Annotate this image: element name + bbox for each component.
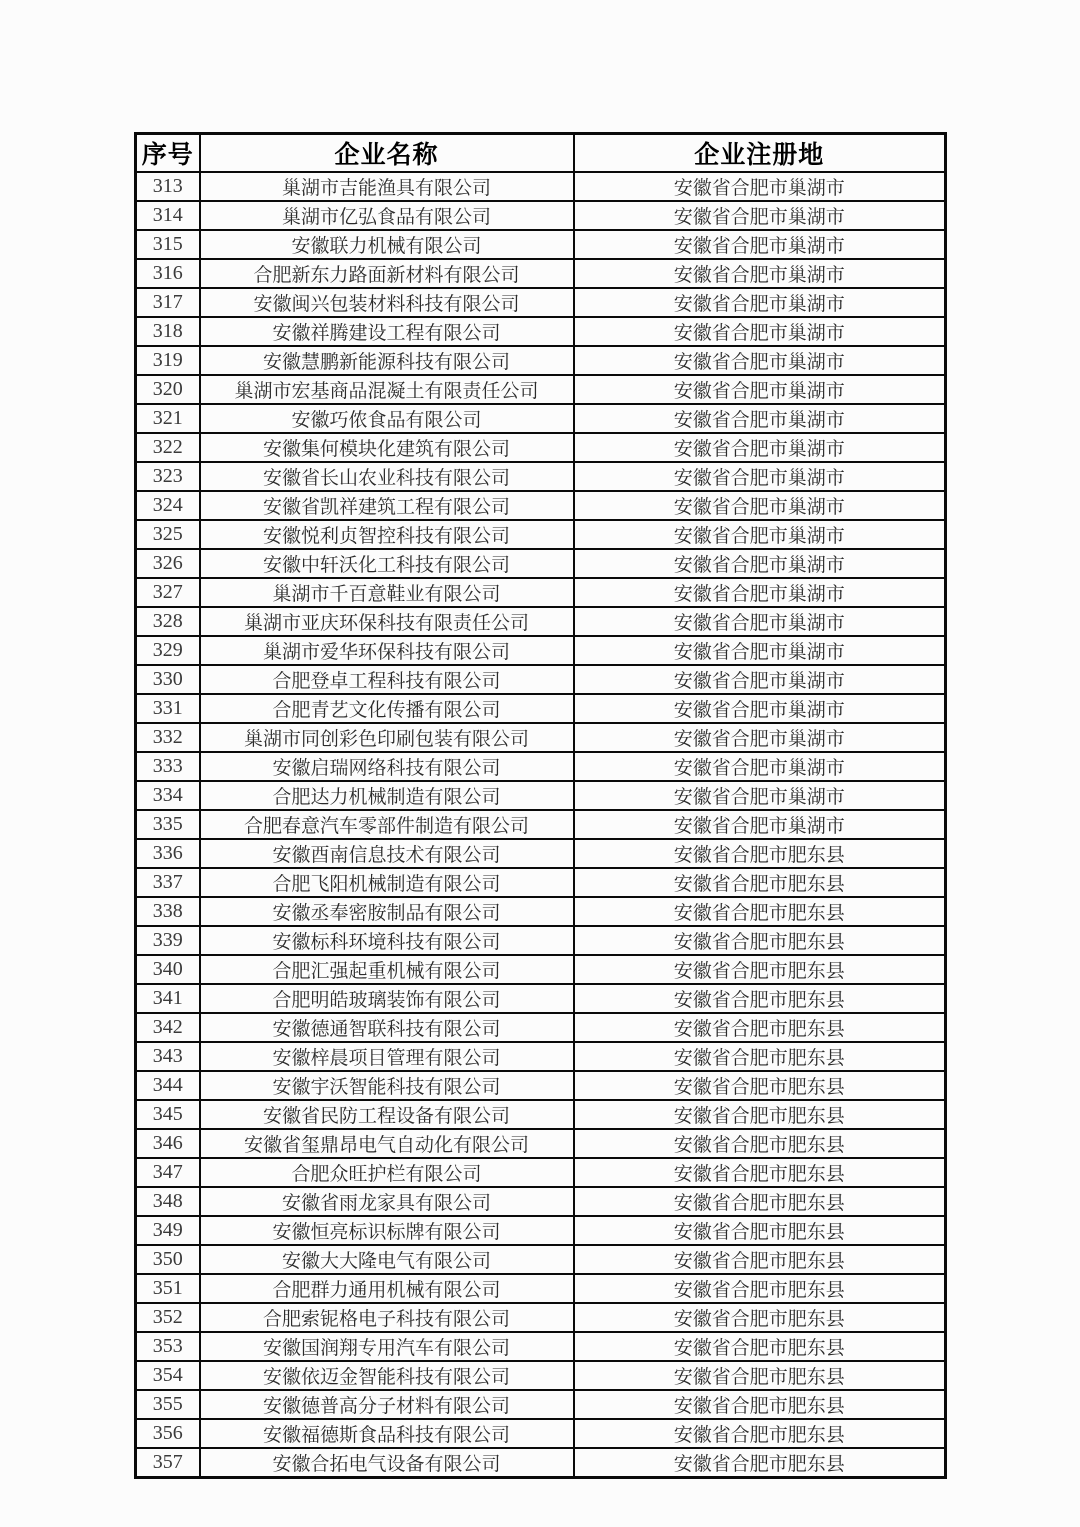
table-row (136, 1187, 946, 1216)
row-registration-place: 安徽省合肥市巢湖市 (574, 201, 946, 230)
row-registration-place: 安徽省合肥市肥东县 (574, 1419, 946, 1448)
row-registration-place: 安徽省合肥市肥东县 (574, 897, 946, 926)
row-company-name: 安徽联力机械有限公司 (200, 230, 574, 259)
row-company-name: 合肥飞阳机械制造有限公司 (200, 868, 574, 897)
row-registration-place: 安徽省合肥市巢湖市 (574, 317, 946, 346)
row-registration-place: 安徽省合肥市肥东县 (574, 1129, 946, 1158)
table-row (136, 1332, 946, 1361)
row-serial-number: 354 (136, 1361, 200, 1390)
table-row (136, 375, 946, 404)
table-row (136, 1042, 946, 1071)
table-row (136, 201, 946, 230)
row-company-name: 安徽国润翔专用汽车有限公司 (200, 1332, 574, 1361)
row-serial-number: 344 (136, 1071, 200, 1100)
row-serial-number: 328 (136, 607, 200, 636)
row-registration-place: 安徽省合肥市巢湖市 (574, 433, 946, 462)
table-row (136, 1245, 946, 1274)
table-row (136, 578, 946, 607)
row-serial-number: 336 (136, 839, 200, 868)
table-row (136, 926, 946, 955)
row-serial-number: 347 (136, 1158, 200, 1187)
table-row (136, 433, 946, 462)
row-serial-number: 353 (136, 1332, 200, 1361)
row-company-name: 安徽恒亮标识标牌有限公司 (200, 1216, 574, 1245)
row-serial-number: 319 (136, 346, 200, 375)
table-body (136, 172, 946, 1478)
row-company-name: 安徽省玺鼎昂电气自动化有限公司 (200, 1129, 574, 1158)
table-row (136, 1303, 946, 1332)
row-company-name: 安徽标科环境科技有限公司 (200, 926, 574, 955)
row-company-name: 巢湖市宏基商品混凝土有限责任公司 (200, 375, 574, 404)
company-registry-table (134, 132, 947, 1479)
row-serial-number: 315 (136, 230, 200, 259)
row-serial-number: 346 (136, 1129, 200, 1158)
row-company-name: 安徽依迈金智能科技有限公司 (200, 1361, 574, 1390)
row-registration-place: 安徽省合肥市肥东县 (574, 1332, 946, 1361)
row-serial-number: 318 (136, 317, 200, 346)
row-company-name: 安徽德普高分子材料有限公司 (200, 1390, 574, 1419)
table-row (136, 1390, 946, 1419)
row-serial-number: 337 (136, 868, 200, 897)
table-row (136, 1216, 946, 1245)
row-serial-number: 331 (136, 694, 200, 723)
row-company-name: 巢湖市亿弘食品有限公司 (200, 201, 574, 230)
row-registration-place: 安徽省合肥市肥东县 (574, 955, 946, 984)
row-company-name: 安徽梓晨项目管理有限公司 (200, 1042, 574, 1071)
table-row (136, 1419, 946, 1448)
row-company-name: 巢湖市同创彩色印刷包装有限公司 (200, 723, 574, 752)
row-registration-place: 安徽省合肥市巢湖市 (574, 781, 946, 810)
table-row (136, 1071, 946, 1100)
row-company-name: 安徽福德斯食品科技有限公司 (200, 1419, 574, 1448)
row-serial-number: 357 (136, 1448, 200, 1478)
row-company-name: 合肥明皓玻璃装饰有限公司 (200, 984, 574, 1013)
row-serial-number: 342 (136, 1013, 200, 1042)
row-registration-place: 安徽省合肥市巢湖市 (574, 636, 946, 665)
row-company-name: 安徽省长山农业科技有限公司 (200, 462, 574, 491)
row-registration-place: 安徽省合肥市肥东县 (574, 1158, 946, 1187)
row-serial-number: 329 (136, 636, 200, 665)
row-registration-place: 安徽省合肥市巢湖市 (574, 462, 946, 491)
row-company-name: 安徽中轩沃化工科技有限公司 (200, 549, 574, 578)
row-company-name: 合肥登卓工程科技有限公司 (200, 665, 574, 694)
table-row (136, 491, 946, 520)
row-registration-place: 安徽省合肥市巢湖市 (574, 172, 946, 201)
row-registration-place: 安徽省合肥市肥东县 (574, 1071, 946, 1100)
row-company-name: 安徽巧侬食品有限公司 (200, 404, 574, 433)
row-serial-number: 317 (136, 288, 200, 317)
row-serial-number: 332 (136, 723, 200, 752)
row-serial-number: 349 (136, 1216, 200, 1245)
table-row (136, 868, 946, 897)
table-row (136, 259, 946, 288)
row-company-name: 合肥众旺护栏有限公司 (200, 1158, 574, 1187)
row-serial-number: 351 (136, 1274, 200, 1303)
row-company-name: 安徽省民防工程设备有限公司 (200, 1100, 574, 1129)
row-company-name: 安徽大大隆电气有限公司 (200, 1245, 574, 1274)
table-row (136, 781, 946, 810)
row-serial-number: 325 (136, 520, 200, 549)
table-row (136, 810, 946, 839)
row-registration-place: 安徽省合肥市巢湖市 (574, 723, 946, 752)
table-row (136, 1274, 946, 1303)
row-serial-number: 320 (136, 375, 200, 404)
row-company-name: 安徽启瑞网络科技有限公司 (200, 752, 574, 781)
table-row (136, 1448, 946, 1478)
row-registration-place: 安徽省合肥市肥东县 (574, 1245, 946, 1274)
row-serial-number: 345 (136, 1100, 200, 1129)
row-registration-place: 安徽省合肥市肥东县 (574, 1361, 946, 1390)
table-row (136, 636, 946, 665)
row-registration-place: 安徽省合肥市巢湖市 (574, 491, 946, 520)
row-registration-place: 安徽省合肥市巢湖市 (574, 375, 946, 404)
row-serial-number: 321 (136, 404, 200, 433)
row-serial-number: 326 (136, 549, 200, 578)
table-row (136, 520, 946, 549)
row-company-name: 合肥青艺文化传播有限公司 (200, 694, 574, 723)
header-registration-place: 企业注册地 (574, 134, 946, 173)
row-serial-number: 333 (136, 752, 200, 781)
row-company-name: 巢湖市千百意鞋业有限公司 (200, 578, 574, 607)
row-registration-place: 安徽省合肥市巢湖市 (574, 230, 946, 259)
row-registration-place: 安徽省合肥市肥东县 (574, 1390, 946, 1419)
row-registration-place: 安徽省合肥市巢湖市 (574, 694, 946, 723)
table-row (136, 1158, 946, 1187)
row-registration-place: 安徽省合肥市肥东县 (574, 1187, 946, 1216)
row-registration-place: 安徽省合肥市巢湖市 (574, 578, 946, 607)
row-registration-place: 安徽省合肥市巢湖市 (574, 346, 946, 375)
row-registration-place: 安徽省合肥市巢湖市 (574, 549, 946, 578)
row-company-name: 安徽闽兴包装材料科技有限公司 (200, 288, 574, 317)
row-serial-number: 335 (136, 810, 200, 839)
row-company-name: 合肥索铌格电子科技有限公司 (200, 1303, 574, 1332)
row-serial-number: 324 (136, 491, 200, 520)
row-registration-place: 安徽省合肥市巢湖市 (574, 520, 946, 549)
row-company-name: 巢湖市爱华环保科技有限公司 (200, 636, 574, 665)
row-registration-place: 安徽省合肥市巢湖市 (574, 665, 946, 694)
row-serial-number: 356 (136, 1419, 200, 1448)
row-registration-place: 安徽省合肥市肥东县 (574, 984, 946, 1013)
table-row (136, 665, 946, 694)
row-company-name: 合肥新东力路面新材料有限公司 (200, 259, 574, 288)
row-serial-number: 327 (136, 578, 200, 607)
row-serial-number: 348 (136, 1187, 200, 1216)
row-registration-place: 安徽省合肥市肥东县 (574, 839, 946, 868)
row-serial-number: 352 (136, 1303, 200, 1332)
row-serial-number: 355 (136, 1390, 200, 1419)
table-row (136, 317, 946, 346)
row-serial-number: 340 (136, 955, 200, 984)
row-company-name: 安徽慧鹏新能源科技有限公司 (200, 346, 574, 375)
header-company-name: 企业名称 (200, 134, 574, 173)
row-company-name: 安徽集何模块化建筑有限公司 (200, 433, 574, 462)
table-row (136, 897, 946, 926)
row-registration-place: 安徽省合肥市肥东县 (574, 868, 946, 897)
row-serial-number: 341 (136, 984, 200, 1013)
row-registration-place: 安徽省合肥市肥东县 (574, 926, 946, 955)
row-company-name: 合肥汇强起重机械有限公司 (200, 955, 574, 984)
row-registration-place: 安徽省合肥市巢湖市 (574, 288, 946, 317)
row-serial-number: 339 (136, 926, 200, 955)
row-serial-number: 314 (136, 201, 200, 230)
row-company-name: 合肥春意汽车零部件制造有限公司 (200, 810, 574, 839)
row-company-name: 安徽省凯祥建筑工程有限公司 (200, 491, 574, 520)
row-company-name: 巢湖市亚庆环保科技有限责任公司 (200, 607, 574, 636)
row-serial-number: 323 (136, 462, 200, 491)
row-serial-number: 350 (136, 1245, 200, 1274)
table-row (136, 1361, 946, 1390)
row-company-name: 安徽祥腾建设工程有限公司 (200, 317, 574, 346)
table-row (136, 694, 946, 723)
row-registration-place: 安徽省合肥市肥东县 (574, 1303, 946, 1332)
row-registration-place: 安徽省合肥市巢湖市 (574, 404, 946, 433)
row-registration-place: 安徽省合肥市巢湖市 (574, 810, 946, 839)
table-row (136, 172, 946, 201)
row-company-name: 安徽酉南信息技术有限公司 (200, 839, 574, 868)
row-serial-number: 343 (136, 1042, 200, 1071)
row-registration-place: 安徽省合肥市肥东县 (574, 1042, 946, 1071)
table-row (136, 346, 946, 375)
row-company-name: 合肥群力通用机械有限公司 (200, 1274, 574, 1303)
row-serial-number: 322 (136, 433, 200, 462)
header-serial-number: 序号 (136, 134, 200, 173)
row-serial-number: 330 (136, 665, 200, 694)
row-serial-number: 334 (136, 781, 200, 810)
row-registration-place: 安徽省合肥市肥东县 (574, 1100, 946, 1129)
table-row (136, 404, 946, 433)
table-row (136, 462, 946, 491)
row-registration-place: 安徽省合肥市巢湖市 (574, 259, 946, 288)
row-company-name: 安徽省雨龙家具有限公司 (200, 1187, 574, 1216)
table-row (136, 752, 946, 781)
row-company-name: 安徽德通智联科技有限公司 (200, 1013, 574, 1042)
row-company-name: 安徽丞奉密胺制品有限公司 (200, 897, 574, 926)
row-registration-place: 安徽省合肥市巢湖市 (574, 607, 946, 636)
table-row (136, 230, 946, 259)
row-company-name: 巢湖市吉能渔具有限公司 (200, 172, 574, 201)
table-row (136, 1129, 946, 1158)
table-row (136, 839, 946, 868)
table-row (136, 723, 946, 752)
row-serial-number: 338 (136, 897, 200, 926)
table-row (136, 955, 946, 984)
table-row (136, 1100, 946, 1129)
row-registration-place: 安徽省合肥市肥东县 (574, 1274, 946, 1303)
table-row (136, 549, 946, 578)
table-row (136, 607, 946, 636)
row-registration-place: 安徽省合肥市肥东县 (574, 1448, 946, 1478)
table-row (136, 984, 946, 1013)
row-company-name: 安徽合拓电气设备有限公司 (200, 1448, 574, 1478)
row-company-name: 合肥达力机械制造有限公司 (200, 781, 574, 810)
table-header-row (136, 134, 946, 173)
row-company-name: 安徽悦利贞智控科技有限公司 (200, 520, 574, 549)
table-row (136, 288, 946, 317)
row-registration-place: 安徽省合肥市巢湖市 (574, 752, 946, 781)
row-company-name: 安徽宇沃智能科技有限公司 (200, 1071, 574, 1100)
row-registration-place: 安徽省合肥市肥东县 (574, 1013, 946, 1042)
row-serial-number: 313 (136, 172, 200, 201)
row-serial-number: 316 (136, 259, 200, 288)
row-registration-place: 安徽省合肥市肥东县 (574, 1216, 946, 1245)
table-row (136, 1013, 946, 1042)
